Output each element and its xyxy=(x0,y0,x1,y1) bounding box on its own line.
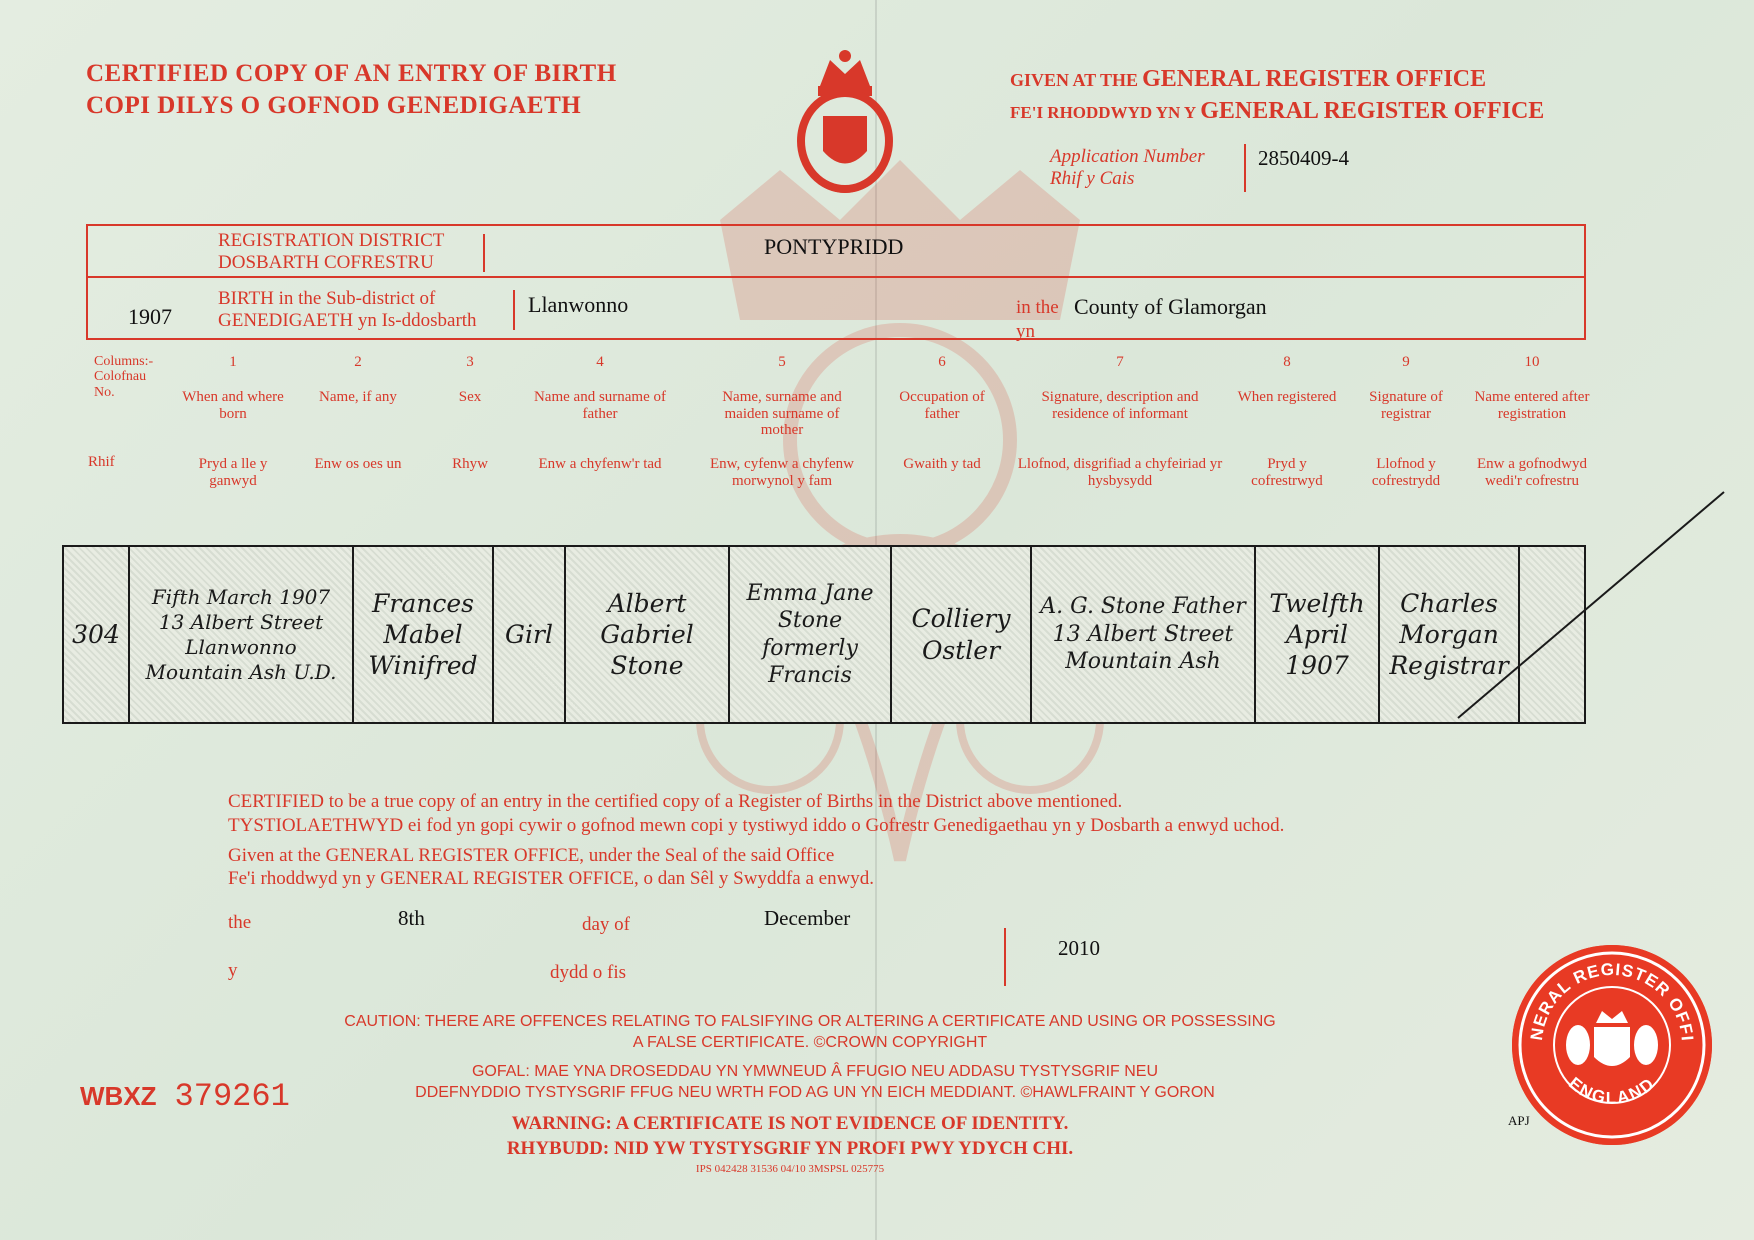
district-box xyxy=(86,224,1586,340)
serial xyxy=(80,1078,290,1115)
father-cell xyxy=(566,547,730,722)
father-occupation: Colliery Ostler xyxy=(911,604,1011,665)
column-number: 6 xyxy=(938,354,946,370)
print-code: IPS 042428 31536 04/10 3MSPSL 025775 xyxy=(695,1163,885,1175)
when-where-cell xyxy=(130,547,354,722)
day-of-en: day of xyxy=(582,914,631,935)
cert-line2-cy: Fe'i rhoddwyd yn y GENERAL REGISTER OFFICE, o dan Sêl y Swyddfa a enwyd. xyxy=(228,868,875,890)
column-number: 5 xyxy=(778,354,786,370)
column-header-cy: Enw, cyfenw a chyfenw morwynol y fam xyxy=(710,456,854,489)
district-label-cy: DOSBARTH COFRESTRU xyxy=(218,251,434,273)
column-header-en: Name entered after registration xyxy=(1474,389,1590,422)
column-header-cy: Gwaith y tad xyxy=(903,456,981,472)
application-label-cy: Rhif y Cais xyxy=(1050,167,1135,189)
cert-day: 8th xyxy=(398,906,425,930)
seal-bottom-text: ENGLAND xyxy=(1565,1073,1659,1108)
county-value: County of Glamorgan xyxy=(1074,294,1267,319)
title-cy: COPI DILYS O GOFNOD GENEDIGAETH xyxy=(86,92,582,119)
father-name: Albert Gabriel Stone xyxy=(600,588,694,681)
warning-en: WARNING: A CERTIFICATE IS NOT EVIDENCE OF IDENTITY. xyxy=(511,1113,1069,1134)
column-header-cy: Pryd a lle y ganwyd xyxy=(198,456,268,489)
warning-cy: RHYBUDD: NID YW TYSTYSGRIF YN PROFI PWY YDYCH CHI. xyxy=(506,1137,1074,1159)
column-header-cy: Llofnod y cofrestrydd xyxy=(1371,456,1441,489)
column-header-en: Name and surname of father xyxy=(533,389,667,422)
informant: A. G. Stone Father 13 Albert Street Mountain Ash xyxy=(1040,594,1246,675)
initials: APJ xyxy=(1508,1113,1530,1128)
subdistrict-label-en: BIRTH in the Sub-district of xyxy=(218,288,436,309)
title-en: CERTIFIED COPY OF AN ENTRY OF BIRTH xyxy=(86,60,617,87)
column-header-en: Name, surname and maiden surname of mother xyxy=(722,389,842,438)
given-en xyxy=(1010,66,1486,93)
column-header-en: Signature, description and residence of informant xyxy=(1041,389,1199,422)
brace xyxy=(1244,144,1246,192)
svg-text:ENGLAND xyxy=(1565,1074,1659,1108)
column-number: 2 xyxy=(354,354,362,370)
columns-label-no: No. xyxy=(94,384,115,400)
column-header-cy: Pryd y cofrestrwyd xyxy=(1251,456,1323,489)
occupation-cell xyxy=(892,547,1032,722)
mother-cell xyxy=(730,547,892,722)
columns-label-en: Columns:- xyxy=(94,354,154,369)
cert-line2-en: Given at the GENERAL REGISTER OFFICE, under the Seal of the said Office xyxy=(228,844,835,866)
caution-en-2: A FALSE CERTIFICATE. ©CROWN COPYRIGHT xyxy=(632,1033,988,1051)
seal-top-text: NERAL REGISTER OFFI xyxy=(1526,959,1697,1043)
column-header-en: When and where born xyxy=(182,389,284,422)
column-header-en: Occupation of father xyxy=(899,389,985,422)
caution-en-1: CAUTION: THERE ARE OFFENCES RELATING TO FALSIFYING OR ALTERING A CERTIFICATE AND USING OR POSSESSING xyxy=(344,1013,1276,1030)
column-header-cy: Enw os oes un xyxy=(314,456,402,472)
column-header-cy: Llofnod, disgrifiad a chyfeiriad yr hysbysydd xyxy=(1017,456,1223,489)
district-label xyxy=(218,230,444,274)
column-number: 7 xyxy=(1116,354,1124,370)
column-number: 9 xyxy=(1402,354,1410,370)
subdistrict-label xyxy=(218,288,477,332)
serial-number: 379261 xyxy=(174,1078,290,1115)
column-header-cy: Enw a chyfenw'r tad xyxy=(538,456,662,472)
informant-cell xyxy=(1032,547,1256,722)
district-value: PONTYPRIDD xyxy=(764,234,904,259)
register-entry-table xyxy=(62,545,1586,724)
the-en: the xyxy=(228,912,252,933)
brace xyxy=(1004,928,1006,986)
caution-cy-1: GOFAL: MAE YNA DROSEDDAU YN YMWNEUD Â FFUGIO NEU ADDASU TYSTYSGRIF NEU xyxy=(471,1063,1159,1080)
seal-emblem-icon xyxy=(1512,945,1712,1145)
application-labels xyxy=(1050,146,1205,190)
column-number: 3 xyxy=(466,354,474,370)
royal-crest-icon xyxy=(790,46,900,196)
cert-month: December xyxy=(764,906,851,930)
columns-label-cy: Colofnau xyxy=(94,369,147,385)
given-cy-prefix: FE'I RHODDWYD YN Y xyxy=(1010,103,1197,122)
brace xyxy=(483,234,485,272)
child-name: Frances Mabel Winifred xyxy=(368,588,478,681)
column-header-en: When registered xyxy=(1237,389,1337,405)
columns-label xyxy=(94,354,153,400)
district-divider xyxy=(88,276,1584,278)
name-cell xyxy=(354,547,494,722)
day-of-cy: dydd o fis xyxy=(550,962,626,983)
entry-no: 304 xyxy=(72,619,120,649)
strike-line xyxy=(1456,490,1726,720)
column-header-cy: Rhyw xyxy=(452,456,488,472)
in-the-cy: yn xyxy=(1016,320,1035,342)
gro-seal xyxy=(1512,945,1712,1145)
column-number: 10 xyxy=(1524,354,1540,370)
serial-prefix: WBXZ xyxy=(80,1081,157,1111)
district-label-en: REGISTRATION DISTRICT xyxy=(218,230,445,251)
column-header-cy: Enw a gofnodwyd wedi'r cofrestru xyxy=(1477,456,1587,489)
sex-cell xyxy=(494,547,566,722)
application-number: 2850409-4 xyxy=(1258,146,1349,170)
column-header-en: Name, if any xyxy=(319,389,397,405)
given-cy-office: GENERAL REGISTER OFFICE xyxy=(1200,98,1545,124)
brace xyxy=(513,290,515,330)
columns-label-rhif: Rhif xyxy=(88,454,115,470)
year: 1907 xyxy=(128,304,172,329)
column-header-en: Sex xyxy=(458,389,482,405)
cert-line1-cy: TYSTIOLAETHWYD ei fod yn gopi cywir o gofnod mewn copi y tystiwyd iddo o Gofrestr Genedigaethau yn y Dosbarth a enwyd uchod. xyxy=(228,814,1285,836)
column-number: 4 xyxy=(596,354,604,370)
subdistrict-label-cy: GENEDIGAETH yn Is-ddosbarth xyxy=(218,309,477,331)
in-the-label xyxy=(1016,296,1059,344)
entry-no-cell xyxy=(64,547,130,722)
child-sex: Girl xyxy=(505,619,553,649)
cert-line1-en: CERTIFIED to be a true copy of an entry in the certified copy of a Register of Births in the District above mentioned. xyxy=(228,791,1123,812)
when-where: Fifth March 1907 13 Albert Street Llanwonno Mountain Ash U.D. xyxy=(145,584,337,684)
certification-text xyxy=(228,790,1428,891)
column-header-en: Signature of registrar xyxy=(1369,389,1443,422)
warning xyxy=(350,1112,1230,1161)
caution-en xyxy=(250,1012,1370,1054)
column-number: 8 xyxy=(1283,354,1291,370)
cert-year: 2010 xyxy=(1058,936,1100,960)
registered-date: Twelfth April 1907 xyxy=(1269,588,1365,681)
given-en-prefix: GIVEN AT THE xyxy=(1010,70,1139,90)
application-label-en: Application Number xyxy=(1050,146,1205,167)
in-the-en: in the xyxy=(1016,297,1059,318)
column-number: 1 xyxy=(229,354,237,370)
caution-cy-2: DDEFNYDDIO TYSTYSGRIF FFUG NEU WRTH FOD AG UN YN EICH MEDDIANT. ©HAWLFRAINT Y GORON xyxy=(415,1083,1215,1101)
registered-cell xyxy=(1256,547,1380,722)
caution-cy xyxy=(340,1062,1290,1104)
given-en-office: GENERAL REGISTER OFFICE xyxy=(1142,66,1487,92)
the-cy: y xyxy=(228,960,238,981)
registrar: Charles Morgan Registrar xyxy=(1389,588,1509,681)
mother-name: Emma Jane Stone formerly Francis xyxy=(746,580,874,688)
subdistrict-value: Llanwonno xyxy=(528,292,629,317)
given-cy xyxy=(1010,98,1544,125)
